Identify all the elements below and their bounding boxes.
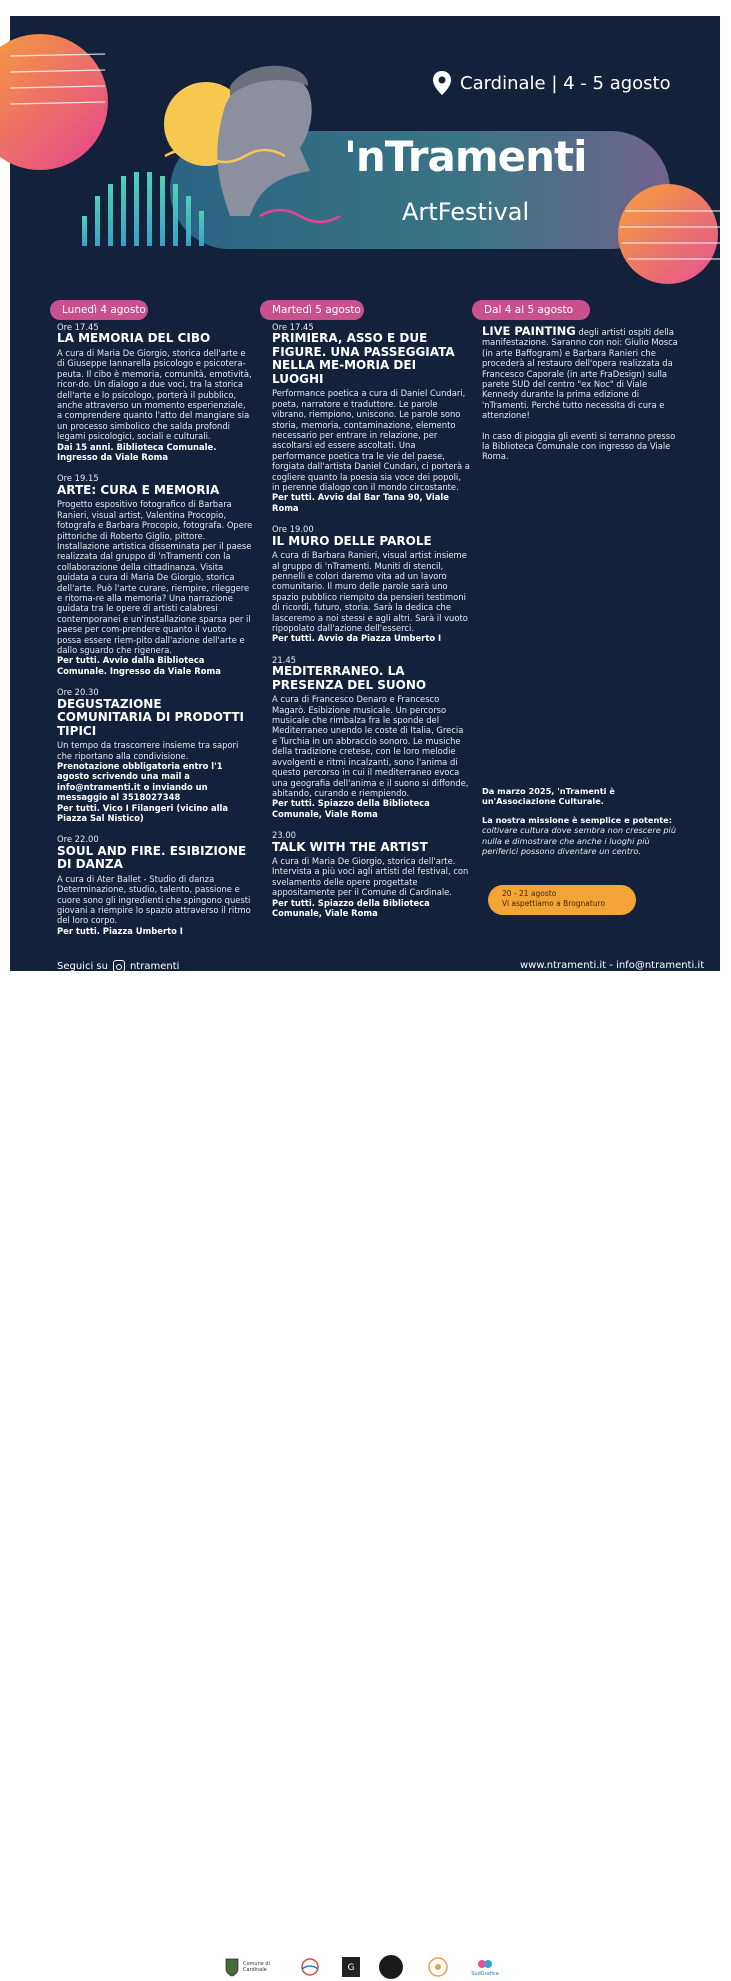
location-text: Cardinale | 4 - 5 agosto xyxy=(460,72,671,94)
event-title: SOUL AND FIRE. ESIBIZIONE DI DANZA xyxy=(57,843,247,872)
logo-sponsor-4 xyxy=(376,1953,406,1981)
sponsor-logo-icon xyxy=(426,1955,450,1979)
next-event-place: Vi aspettiamo a Brognaturo xyxy=(502,899,606,908)
event-title: ARTE: CURA E MEMORIA xyxy=(57,482,220,497)
rain-note: In caso di pioggia gli eventi si terranno presso la Biblioteca Comunale con ingresso da Viale Roma. xyxy=(482,430,676,462)
website-contact[interactable]: www.ntramenti.it - info@ntramenti.it xyxy=(520,960,705,971)
day-pill-range: Dal 4 al 5 agosto xyxy=(472,300,590,320)
live-painting-body: degli artisti ospiti della manifestazione. Saranno con noi: Giulio Mosca (in arte Baffogram) e Barbara Ranieri che procederà al restauro dell'opera realizzata da Francesco Caporale (in arte FraDesign) sulla parete SUD del centro "ex Noc" di Viale Kennedy durante la prima edizione di 'nTramenti. Perché tutto necessita di cura e attenzione! xyxy=(482,327,678,421)
event-footer: Per tutti. Vico I Filangeri (vicino alla Piazza Sal Nistico) xyxy=(57,802,229,823)
event-body: A cura di Maria De Giorgio, storica dell'arte e di Giuseppe Iannarella psicologo e psicotera-peuta. Il cibo è memoria, comunità, emotività, ricor-do. Un dialogo a due voci, tra la storica dell'arte e lo psicologo, porterà il pubblico, anche attraverso un momento esperienziale, a comprendere quanto l'atto del mangiare sia un processo simbolico che salda profondi legami psicologici, sociali e culturali. xyxy=(57,347,252,442)
event-title: DEGUSTAZIONE COMUNITARIA DI PRODOTTI TIPICI xyxy=(57,696,245,738)
association-text: Da marzo 2025, 'nTramenti è un'Associazione Culturale. xyxy=(482,786,615,807)
event xyxy=(272,830,470,918)
booking-note: Prenotazione obbligatoria entro l'1 agosto scrivendo una mail a info@ntramenti.it o inviando un messaggio al 3518027348 xyxy=(57,760,223,803)
event-body: Un tempo da trascorrere insieme tra sapori che riportano alla condivisione. xyxy=(57,740,239,761)
logo-sponsor-2 xyxy=(296,1953,324,1981)
sponsor-logo-icon xyxy=(341,1956,361,1978)
event-body: A cura di Francesco Denaro e Francesco Magarò. Esibizione musicale. Un percorso musicale che rimbalza fra le sponde del Mediterraneo unendo le coste di Italia, Grecia e Turchia in un abbraccio sonoro. Le musiche della tradizione cretese, con le loro melodie avvolgenti e ritmi incalzanti, sono l'anima di questo percorso in cui il mediterraneo evoca una geografia dell'anima e il suono si diffonde, abitando, curando e riempiendo. xyxy=(272,694,469,798)
day-pill-tuesday: Martedì 5 agosto xyxy=(260,300,364,320)
sponsor-logo-icon xyxy=(378,1954,404,1980)
event xyxy=(272,655,470,819)
logo-sudgrafica xyxy=(465,1953,505,1981)
svg-text:G: G xyxy=(347,1963,355,1973)
festival-subtitle: ArtFestival xyxy=(402,198,530,226)
range-column xyxy=(482,326,684,462)
event-body: Progetto espositivo fotografico di Barbara Ranieri, visual artist, Valentina Procopio, fotografa e Barbara Procopio, fotografa. Opere pittoriche di Roberto Giglio, pittore. Installazione artistica disseminata per il paese realizzata dal gruppo di 'nTramenti con la collaborazione della cittadinanza. Visita guidata a cura di Maria De Giorgio, storica dell'arte. Può l'arte curare, riempire, rileggere e ritorna-re alla memoria? Una narrazione guidata tra le opere di artisti calabresi contemporanei e un'installazione sparsa per il paese per com-prendere quanto il vuoto possa essere riem-pito dall'azione dell'arte e dallo sguardo che rigenera. xyxy=(57,499,253,655)
event-time: 23.00 xyxy=(272,830,296,841)
event-time: Ore 17.45 xyxy=(57,322,99,332)
logo-sponsor-3 xyxy=(340,1953,362,1981)
tuesday-column xyxy=(272,322,470,929)
location-header xyxy=(432,70,671,96)
day-pill-monday: Lunedì 4 agosto xyxy=(50,300,148,320)
next-event-date: 20 - 21 agosto xyxy=(502,889,557,898)
event-time: Ore 22.00 xyxy=(57,834,99,845)
association-note xyxy=(482,786,684,856)
event-title: LA MEMORIA DEL CIBO xyxy=(57,331,211,346)
location-pin-icon xyxy=(432,70,452,96)
event xyxy=(57,687,253,823)
mission-title: La nostra missione è semplice e potente: xyxy=(482,814,673,825)
next-event-badge xyxy=(488,885,636,915)
event xyxy=(57,473,253,676)
mission-body: coltivare cultura dove sembra non crescere più nulla e dimostrare che anche i luoghi più periferici possono diventare un centro. xyxy=(482,825,677,857)
event-body: Performance poetica a cura di Daniel Cundari, poeta, narratore e traduttore. Le parole vibrano, riempiono, uniscono. Le parole sono storia, memoria, contaminazione, elemento necessario per entrare in relazione, per ascoltarsi ed essere ascoltati. Una performance poetica tra le vie del paese, forgiata dall'artista Daniel Cundari, ci porterà a cogliere quanto la poesia sia voce dei popoli, in perenne dialogo con il mondo circostante. xyxy=(272,388,470,493)
event-footer: Per tutti. Avvio da Piazza Umberto I xyxy=(272,633,442,644)
event-time: Ore 17.45 xyxy=(272,322,314,332)
logo-sponsor-5 xyxy=(424,1953,452,1981)
event xyxy=(57,834,253,936)
event xyxy=(272,322,470,513)
logo-label: Comune di Cardinale xyxy=(243,1961,270,1973)
sponsor-logo-icon xyxy=(476,1957,494,1971)
event-title: PRIMIERA, ASSO E DUE FIGURE. UNA PASSEGGIATA NELLA ME-MORIA DEI LUOGHI xyxy=(272,331,455,386)
event-footer: Per tutti. Spiazzo della Biblioteca Comunale, Viale Roma xyxy=(272,897,430,919)
event-footer: Per tutti. Avvio dal Bar Tana 90, Viale Roma xyxy=(272,492,449,513)
event-footer: Per tutti. Piazza Umberto I xyxy=(57,925,183,936)
logo-comune-cardinale xyxy=(224,1953,272,1981)
event-time: 21.45 xyxy=(272,654,296,665)
event-footer: Per tutti. Avvio dalla Biblioteca Comunale. Ingresso da Viale Roma xyxy=(57,655,221,676)
event-title: IL MURO DELLE PAROLE xyxy=(272,533,432,548)
sponsor-logo-icon xyxy=(297,1957,323,1977)
event-body: A cura di Maria De Giorgio, storica dell'arte. Intervista a più voci agli artisti del festival, con svelamento delle opere progettate appositamente per il Comune di Cardinale. xyxy=(272,856,469,898)
sponsor-bar xyxy=(0,971,731,1977)
follow-label: Seguici su xyxy=(57,960,108,972)
event-time: Ore 19.15 xyxy=(57,473,99,484)
event-time: Ore 20.30 xyxy=(57,687,99,698)
event-footer: Per tutti. Spiazzo della Biblioteca Comunale, Viale Roma xyxy=(272,798,430,819)
event-title: TALK WITH THE ARTIST xyxy=(272,839,428,854)
instagram-handle[interactable]: ntramenti xyxy=(129,960,180,972)
event-footer: Dai 15 anni. Biblioteca Comunale. Ingresso da Viale Roma xyxy=(57,441,217,462)
monday-column xyxy=(57,322,253,947)
event-body: A cura di Barbara Ranieri, visual artist insieme al gruppo di 'nTramenti. Muniti di stencil, pennelli e colori daremo vita ad un lavoro comunitario. Il muro delle parole sarà uno spazio pubblico riempito da pensieri testimoni di ricordi, futuro, storia. Sarà la dedica che lasceremo a noi stessi e agli altri. Sarà il vuoto ripopolato dall'azione dell'esserci. xyxy=(272,550,468,634)
live-painting-title: LIVE PAINTING xyxy=(482,324,576,338)
event xyxy=(272,524,470,644)
poster xyxy=(10,16,720,971)
event-time: Ore 19.00 xyxy=(272,524,314,535)
crest-icon xyxy=(224,1957,240,1977)
event-body: A cura di Ater Ballet - Studio di danza Determinazione, studio, talento, passione e cuore sono gli ingredienti che spingono questi giovani a riempire lo spazio attraverso il ritmo del loro corpo. xyxy=(57,873,251,926)
logo-label: SudGrafica xyxy=(471,1971,499,1977)
event-title: MEDITERRANEO. LA PRESENZA DEL SUONO xyxy=(272,664,427,692)
event xyxy=(57,322,253,462)
festival-title: 'nTramenti xyxy=(344,132,587,181)
